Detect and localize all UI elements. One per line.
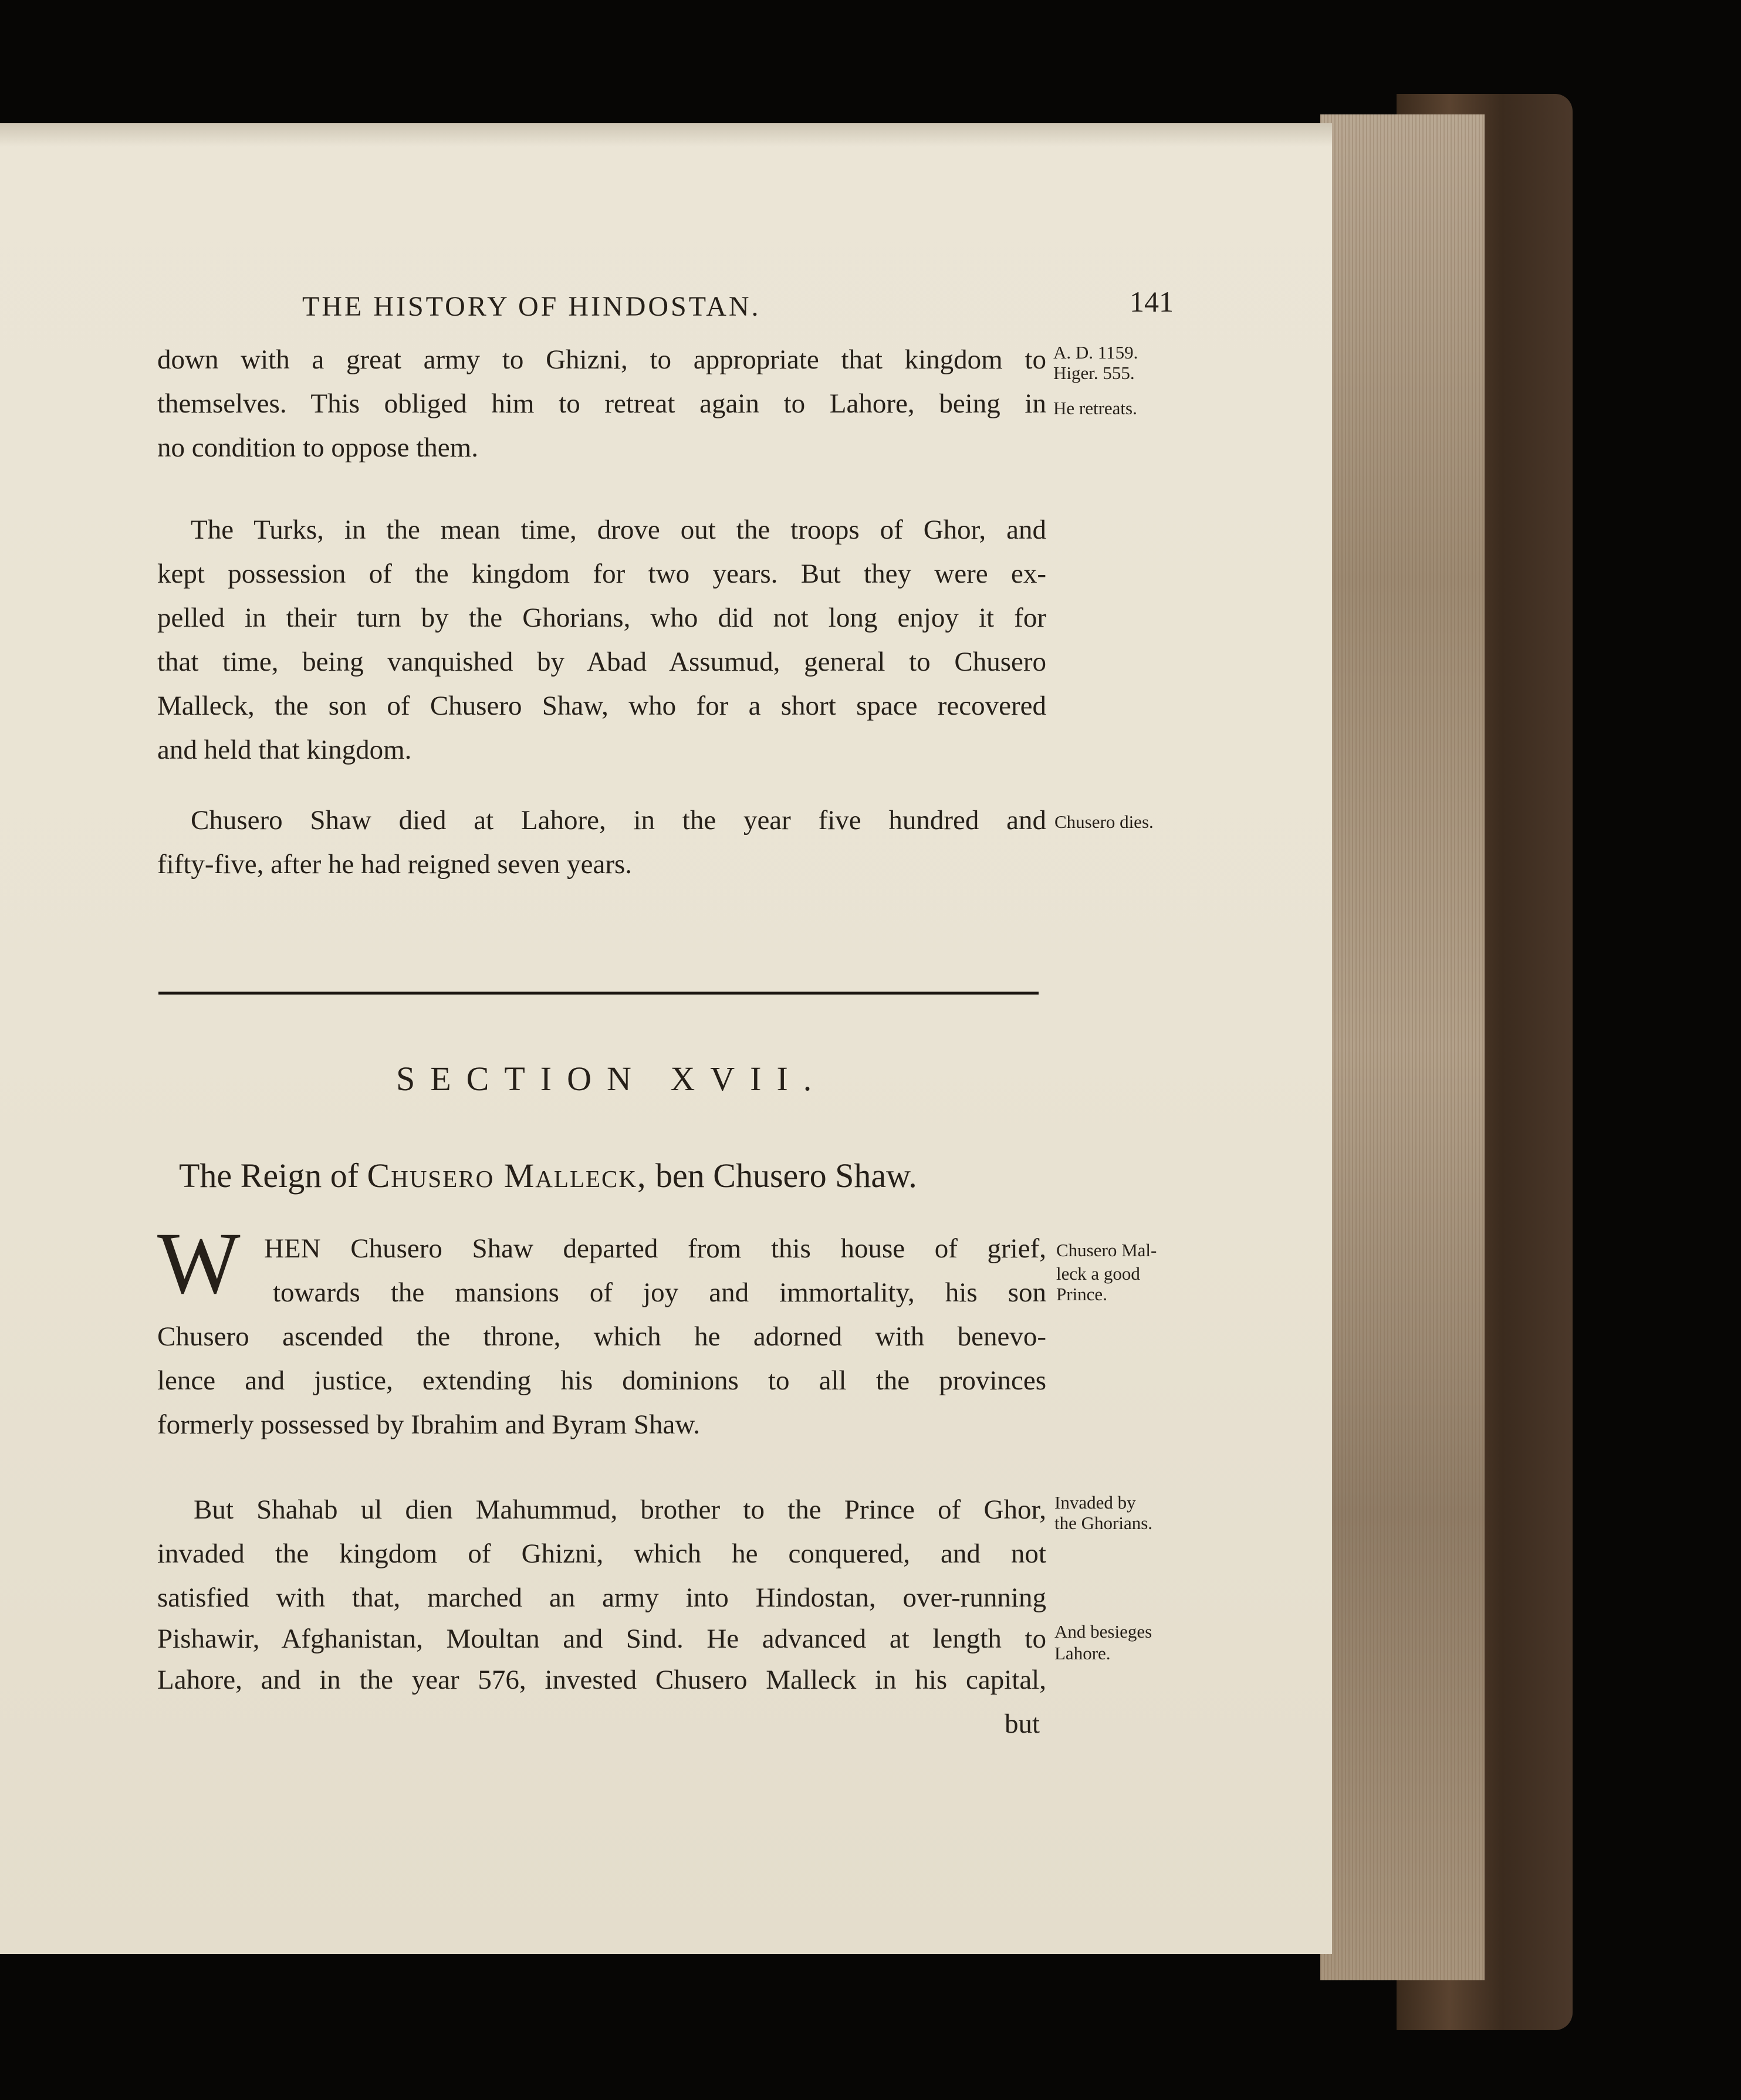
paragraph-4-line-1: HEN Chusero Shaw departed from this house of grief, bbox=[264, 1233, 1046, 1264]
margin-note-besieges-1: And besieges bbox=[1054, 1621, 1152, 1642]
paragraph-1-line-1: down with a great army to Ghizni, to appropriate that kingdom to bbox=[157, 344, 1046, 375]
page-edges bbox=[1320, 114, 1485, 1980]
margin-note-good-prince-1: Chusero Mal- bbox=[1056, 1240, 1157, 1260]
subtitle-prefix: The Reign of bbox=[179, 1156, 367, 1195]
section-subtitle bbox=[179, 1156, 917, 1195]
paragraph-2-line-4: that time, being vanquished by Abad Assumud, general to Chusero bbox=[157, 647, 1046, 677]
page-number: 141 bbox=[1130, 285, 1174, 318]
drop-cap: W bbox=[157, 1215, 241, 1312]
paragraph-5-line-3: satisfied with that, marched an army into Hindostan, over-running bbox=[157, 1582, 1046, 1613]
margin-note-invaded-1: Invaded by bbox=[1054, 1492, 1136, 1513]
paragraph-2-line-5: Malleck, the son of Chusero Shaw, who for a short space recovered bbox=[157, 691, 1046, 721]
section-rule bbox=[158, 992, 1039, 995]
subtitle-suffix: ben Chusero Shaw. bbox=[647, 1156, 917, 1195]
paragraph-5-line-5: Lahore, and in the year 576, invested Chusero Malleck in his capital, bbox=[157, 1665, 1046, 1695]
paragraph-5-line-4: Pishawir, Afghanistan, Moultan and Sind. He advanced at length to bbox=[157, 1624, 1046, 1654]
running-head: THE HISTORY OF HINDOSTAN. bbox=[302, 291, 761, 322]
subtitle-name: Chusero Malleck, bbox=[367, 1156, 647, 1195]
margin-note-dies: Chusero dies. bbox=[1054, 811, 1154, 832]
paragraph-3-line-1: Chusero Shaw died at Lahore, in the year five hundred and bbox=[191, 805, 1046, 836]
paragraph-3-line-2: fifty-five, after he had reigned seven years. bbox=[157, 849, 633, 880]
paragraph-4-line-3: Chusero ascended the throne, which he adorned with benevo- bbox=[157, 1321, 1046, 1352]
catchword: but bbox=[1005, 1709, 1040, 1739]
margin-note-ad: A. D. 1159. bbox=[1053, 342, 1138, 363]
paragraph-4-line-5: formerly possessed by Ibrahim and Byram Shaw. bbox=[157, 1409, 701, 1440]
margin-note-invaded-2: the Ghorians. bbox=[1054, 1513, 1153, 1533]
paragraph-2-line-2: kept possession of the kingdom for two years. But they were ex- bbox=[157, 559, 1046, 589]
section-heading: SECTION XVII. bbox=[396, 1060, 827, 1098]
paragraph-2-line-3: pelled in their turn by the Ghorians, who did not long enjoy it for bbox=[157, 603, 1046, 633]
margin-note-higer: Higer. 555. bbox=[1053, 363, 1135, 383]
paragraph-2-line-6: and held that kingdom. bbox=[157, 735, 412, 765]
margin-note-good-prince-3: Prince. bbox=[1056, 1284, 1107, 1304]
paragraph-5-line-1: But Shahab ul dien Mahummud, brother to the Prince of Ghor, bbox=[194, 1494, 1046, 1525]
margin-note-good-prince-2: leck a good bbox=[1056, 1263, 1140, 1284]
paragraph-1-line-2: themselves. This obliged him to retreat again to Lahore, being in bbox=[157, 388, 1046, 419]
paragraph-5-line-2: invaded the kingdom of Ghizni, which he conquered, and not bbox=[157, 1538, 1046, 1569]
paragraph-4-line-2: towards the mansions of joy and immortality, his son bbox=[273, 1277, 1046, 1308]
paragraph-4-line-4: lence and justice, extending his dominions to all the provinces bbox=[157, 1365, 1046, 1396]
margin-note-retreats: He retreats. bbox=[1053, 398, 1137, 418]
paragraph-1-line-3: no condition to oppose them. bbox=[157, 432, 478, 463]
margin-note-besieges-2: Lahore. bbox=[1054, 1643, 1111, 1663]
book-page bbox=[0, 123, 1332, 1954]
paragraph-2-line-1: The Turks, in the mean time, drove out the troops of Ghor, and bbox=[191, 515, 1046, 545]
